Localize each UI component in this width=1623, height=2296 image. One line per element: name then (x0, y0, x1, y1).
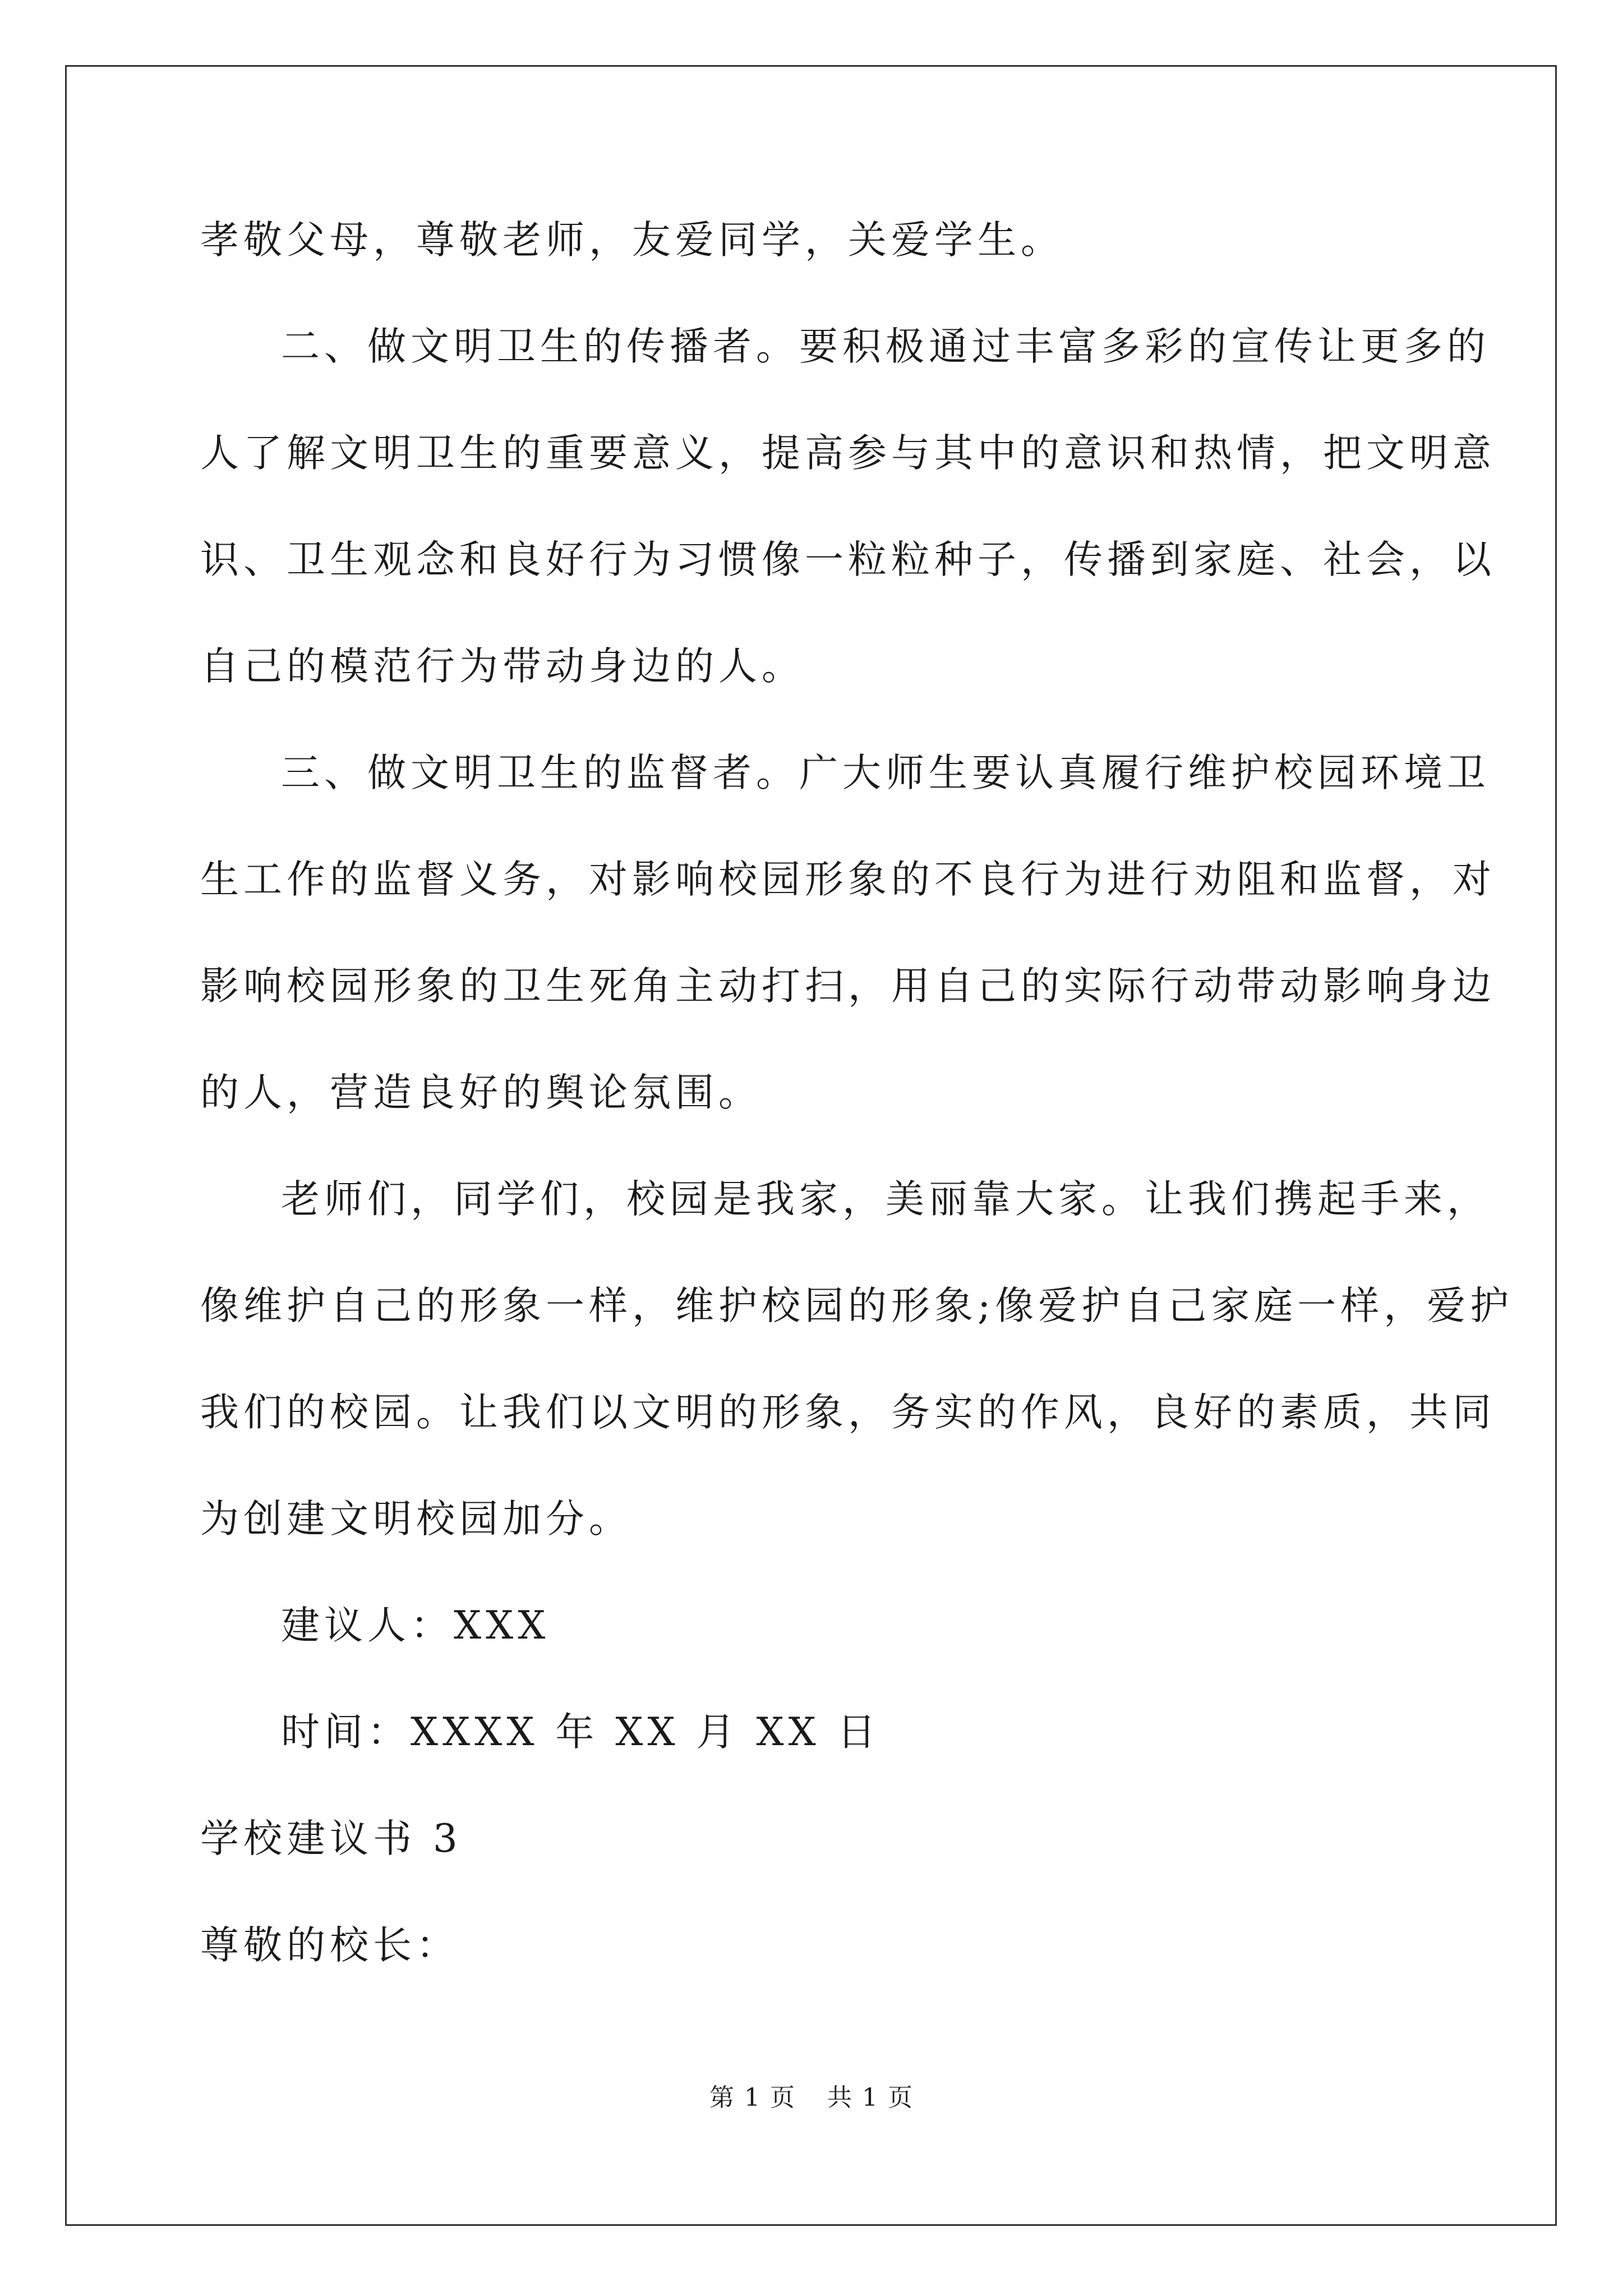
signature-line: 建议人：XXX (281, 1603, 550, 1648)
paragraph-heading: 二、做文明卫生的传播者。要积极通过丰富多彩的宣传让更多的 (281, 324, 1490, 369)
section-title: 学校建议书 3 (200, 1816, 462, 1861)
text-line: 人了解文明卫生的重要意义，提高参与其中的意识和热情，把文明意 (200, 431, 1496, 476)
text-line: 我们的校园。让我们以文明的形象，务实的作风，良好的素质，共同 (200, 1390, 1496, 1435)
text-line: 自己的模范行为带动身边的人。 (200, 644, 805, 689)
date-line: 时间：XXXX 年 XX 月 XX 日 (281, 1710, 880, 1755)
text-line: 生工作的监督义务，对影响校园形象的不良行为进行劝阻和监督，对 (200, 857, 1496, 902)
paragraph-start: 老师们，同学们，校园是我家，美丽靠大家。让我们携起手来， (281, 1177, 1490, 1222)
salutation: 尊敬的校长： (200, 1923, 459, 1968)
paragraph-heading: 三、做文明卫生的监督者。广大师生要认真履行维护校园环境卫 (281, 751, 1490, 795)
text-line: 为创建文明校园加分。 (200, 1497, 632, 1542)
page-total: 共 1 页 (827, 2083, 914, 2112)
text-line: 的人，营造良好的舆论氛围。 (200, 1070, 762, 1115)
text-line: 孝敬父母，尊敬老师，友爱同学，关爱学生。 (200, 218, 1064, 263)
page-border (65, 65, 1557, 2226)
page-number: 第 1 页 (709, 2083, 796, 2112)
text-line: 像维护自己的形象一样，维护校园的形象;像爱护自己家庭一样，爱护 (200, 1283, 1514, 1328)
page-footer (0, 2081, 1623, 2115)
text-line: 影响校园形象的卫生死角主动打扫，用自己的实际行动带动影响身边 (200, 964, 1496, 1009)
text-line: 识、卫生观念和良好行为习惯像一粒粒种子，传播到家庭、社会，以 (200, 537, 1496, 582)
